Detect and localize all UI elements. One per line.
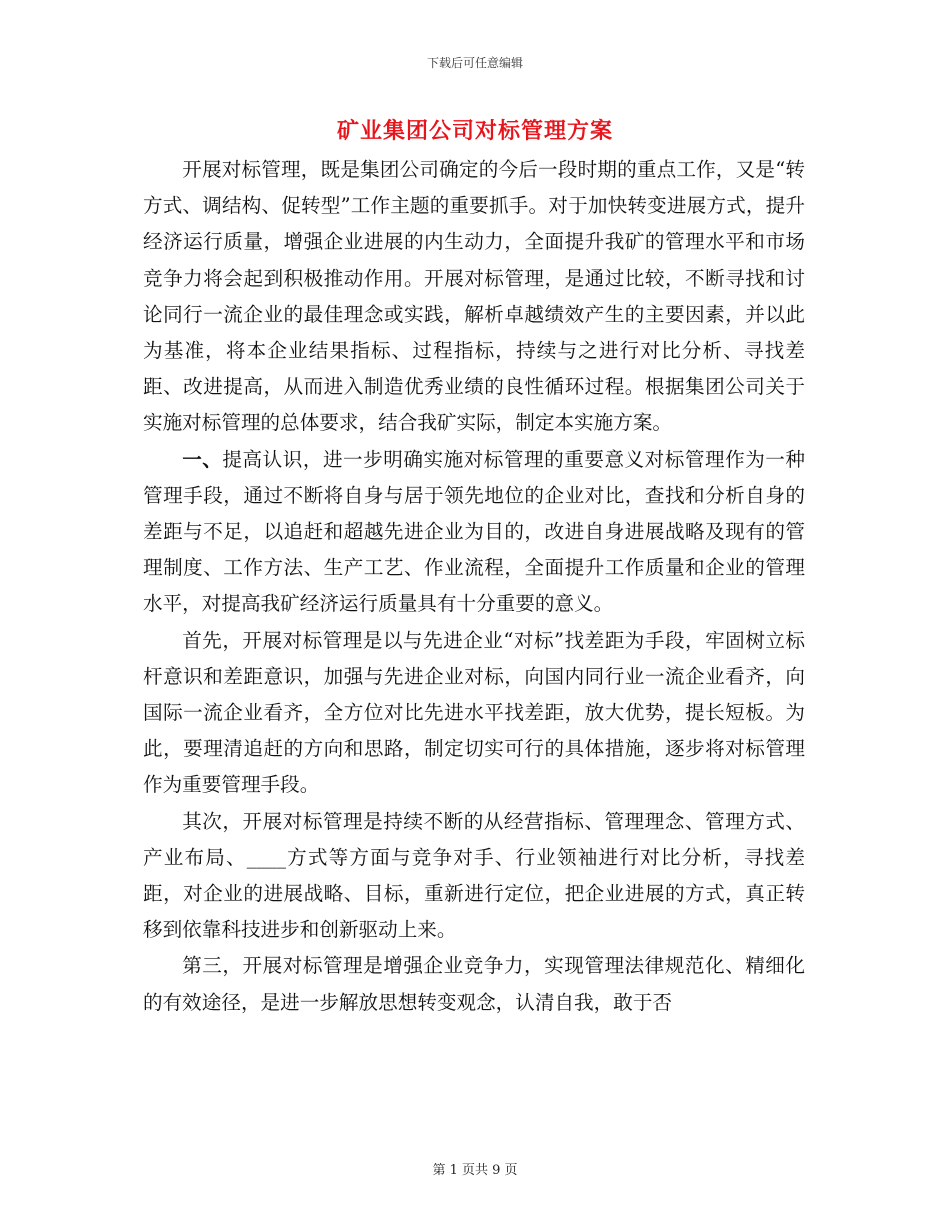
paragraph-third (143, 948, 805, 1020)
paragraph-text: 第三，开展对标管理是增强企业竞争力，实现管理法律规范化、精细化的有效途径，是进一步解放思想转变观念，认清自我，敢于否 (143, 954, 805, 1014)
section-number: 一、 (182, 447, 223, 471)
paragraph-second (143, 804, 805, 949)
paragraph-first (143, 623, 805, 804)
paragraph-text: 首先，开展对标管理是以与先进企业“对标”找差距为手段，牢固树立标杆意识和差距意识，加强与先进企业对标，向国内同行业一流企业看齐，向国际一流企业看齐，全方位对比先进水平找差距，放大优势，提长短板。为此，要理清追赶的方向和思路，制定切实可行的具体措施，逐步将对标管理作为重要管理手段。 (143, 628, 805, 797)
page-footer-number: 第 1 页共 9 页 (432, 1163, 518, 1178)
paragraph-section-1 (143, 442, 805, 623)
document-body (143, 152, 805, 1021)
paragraph-intro (143, 152, 805, 442)
paragraph-text: 其次，开展对标管理是持续不断的从经营指标、管理理念、管理方式、产业布局、____方式等方面与竞争对手、行业领袖进行对比分析，寻找差距，对企业的进展战略、目标，重新进行定位，把企业进展的方式，真正转移到依靠科技进步和创新驱动上来。 (143, 809, 805, 942)
document-title: 矿业集团公司对标管理方案 (336, 118, 613, 144)
paragraph-text: 开展对标管理，既是集团公司确定的今后一段时期的重点工作，又是“转方式、调结构、促转型”工作主题的重要抓手。对于加快转变进展方式，提升经济运行质量，增强企业进展的内生动力，全面提升我矿的管理水平和市场竞争力将会起到积极推动作用。开展对标管理，是通过比较，不断寻找和讨论同行一流企业的最佳理念或实践，解析卓越绩效产生的主要因素，并以此为基准，将本企业结果指标、过程指标，持续与之进行对比分析、寻找差距、改进提高，从而进入制造优秀业绩的良性循环过程。根据集团公司关于实施对标管理的总体要求，结合我矿实际，制定本实施方案。 (143, 158, 805, 435)
page-header-note: 下载后可任意编辑 (426, 56, 523, 70)
paragraph-text: 提高认识，进一步明确实施对标管理的重要意义对标管理作为一种管理手段，通过不断将自身与居于领先地位的企业对比，查找和分析自身的差距与不足，以追赶和超越先进企业为目的，改进自身进展战略及现有的管理制度、工作方法、生产工艺、作业流程，全面提升工作质量和企业的管理水平，对提高我矿经济运行质量具有十分重要的意义。 (143, 447, 806, 616)
